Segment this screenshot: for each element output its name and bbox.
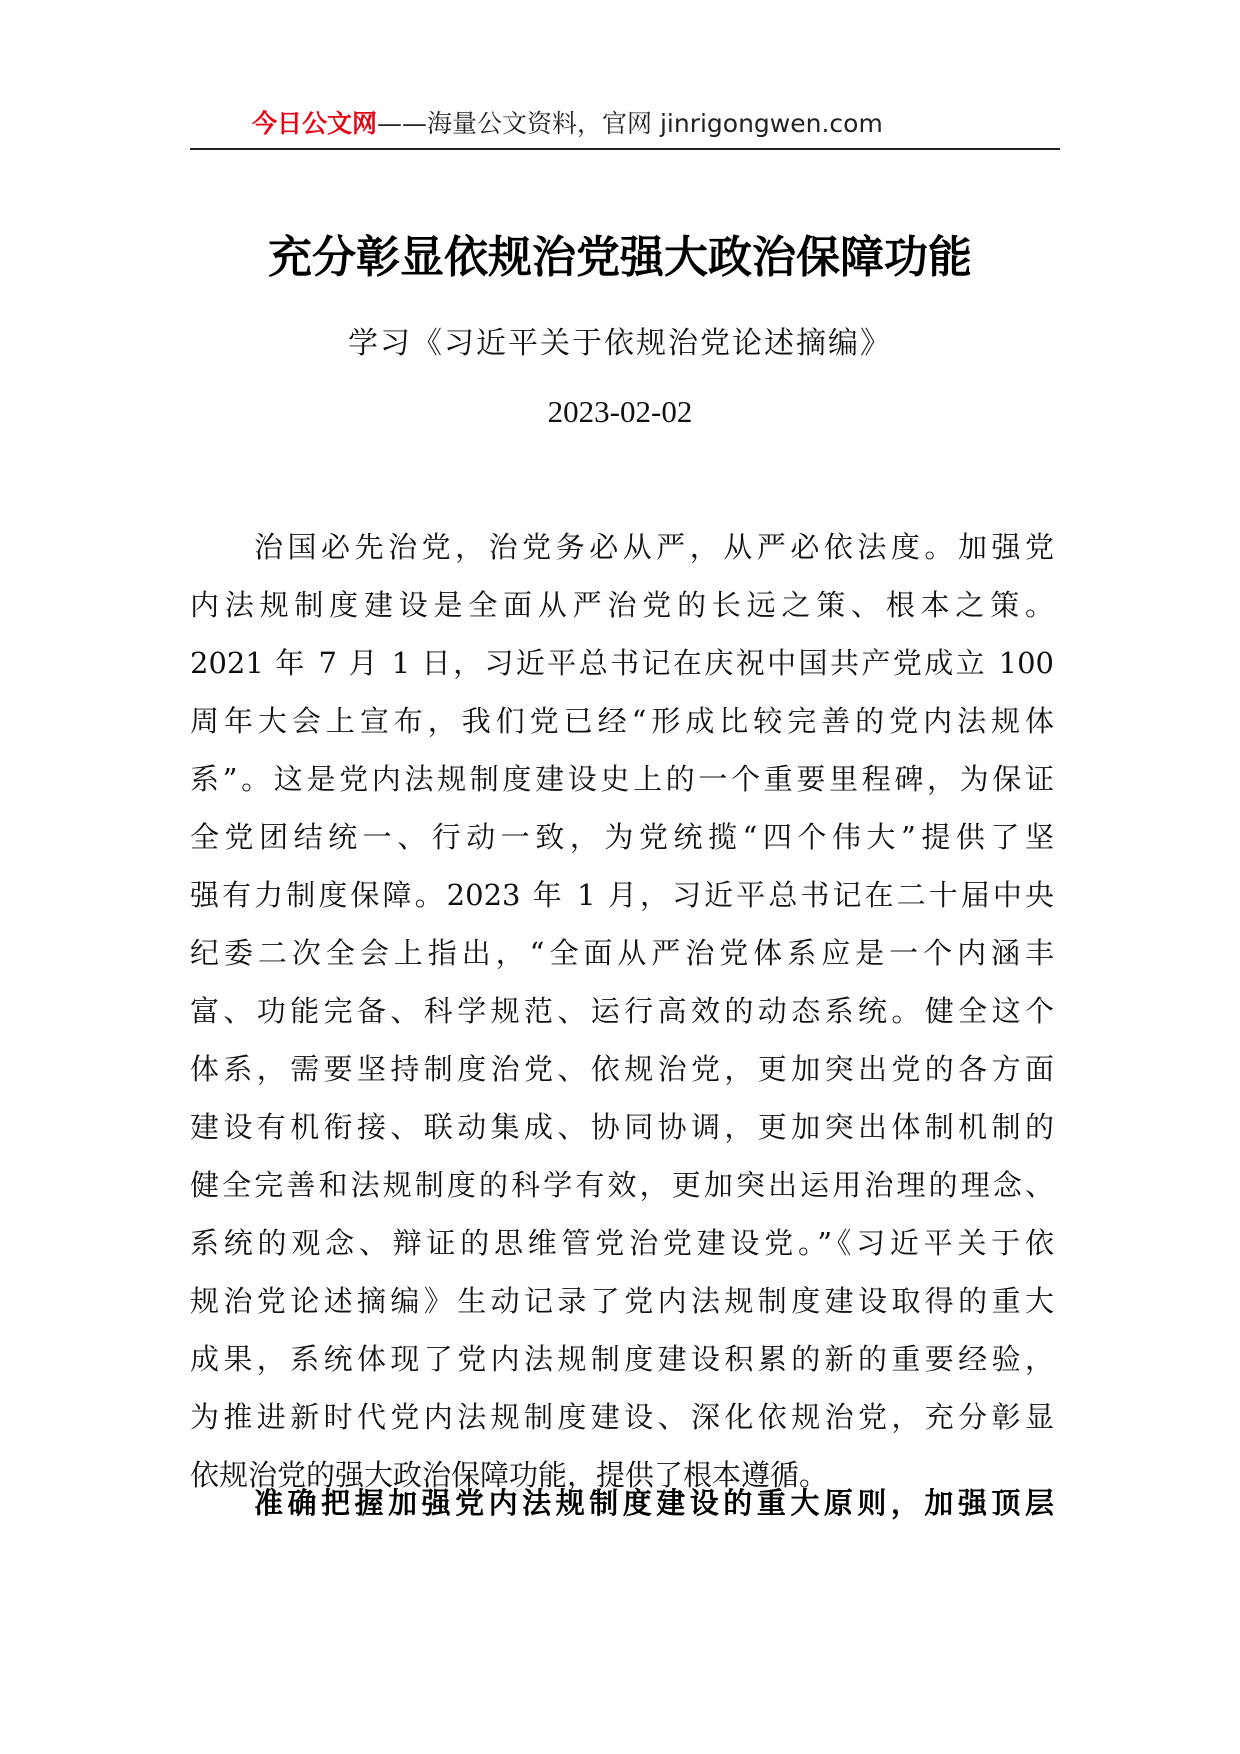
paragraph-line: 依规治党的强大政治保障功能，提供了根本遵循。	[190, 1458, 829, 1492]
body-paragraph	[190, 518, 1070, 1504]
paragraph-line: 富、功能完备、科学规范、运行高效的动态系统。健全这个	[190, 994, 1054, 1028]
paragraph-line: 周年大会上宣布，我们党已经“形成比较完善的党内法规体	[190, 704, 1054, 738]
paragraph-line: 健全完善和法规制度的科学有效，更加突出运用治理的理念、	[190, 1168, 1054, 1202]
document-title: 充分彰显依规治党强大政治保障功能	[268, 232, 972, 283]
paragraph-line: 强有力制度保障。2023 年 1 月，习近平总书记在二十届中央	[190, 878, 1054, 912]
paragraph-line: 为推进新时代党内法规制度建设、深化依规治党，充分彰显	[190, 1400, 1054, 1434]
document-subtitle: 学习《习近平关于依规治党论述摘编》	[348, 326, 892, 361]
paragraph-line: 系”。这是党内法规制度建设史上的一个重要里程碑，为保证	[190, 762, 1054, 796]
paragraph-line: 内法规制度建设是全面从严治党的长远之策、根本之策。	[190, 588, 1054, 622]
document-date: 2023-02-02	[547, 394, 693, 429]
paragraph-line: 系统的观念、辩证的思维管党治党建设党。”《习近平关于依	[190, 1226, 1054, 1260]
page-header	[190, 100, 1060, 150]
site-brand[interactable]: 今日公文网	[252, 109, 378, 138]
site-tagline: ——海量公文资料，官网 jinrigongwen.com	[377, 109, 883, 138]
paragraph-line: 全党团结统一、行动一致，为党统揽“四个伟大”提供了坚	[190, 820, 1054, 854]
paragraph-line: 2021 年 7 月 1 日，习近平总书记在庆祝中国共产党成立 100	[190, 646, 1054, 680]
paragraph-line: 建设有机衔接、联动集成、协同协调，更加突出体制机制的	[190, 1110, 1054, 1144]
header-line	[252, 108, 883, 140]
paragraph-line: 治国必先治党，治党务必从严，从严必依法度。加强党	[254, 530, 1054, 564]
section-heading: 准确把握加强党内法规制度建设的重大原则，加强顶层	[254, 1486, 1054, 1520]
paragraph-line: 体系，需要坚持制度治党、依规治党，更加突出党的各方面	[190, 1052, 1054, 1086]
paragraph-line: 纪委二次全会上指出，“全面从严治党体系应是一个内涵丰	[190, 936, 1054, 970]
paragraph-line: 成果，系统体现了党内法规制度建设积累的新的重要经验，	[190, 1342, 1054, 1376]
paragraph-line: 规治党论述摘编》生动记录了党内法规制度建设取得的重大	[190, 1284, 1054, 1318]
